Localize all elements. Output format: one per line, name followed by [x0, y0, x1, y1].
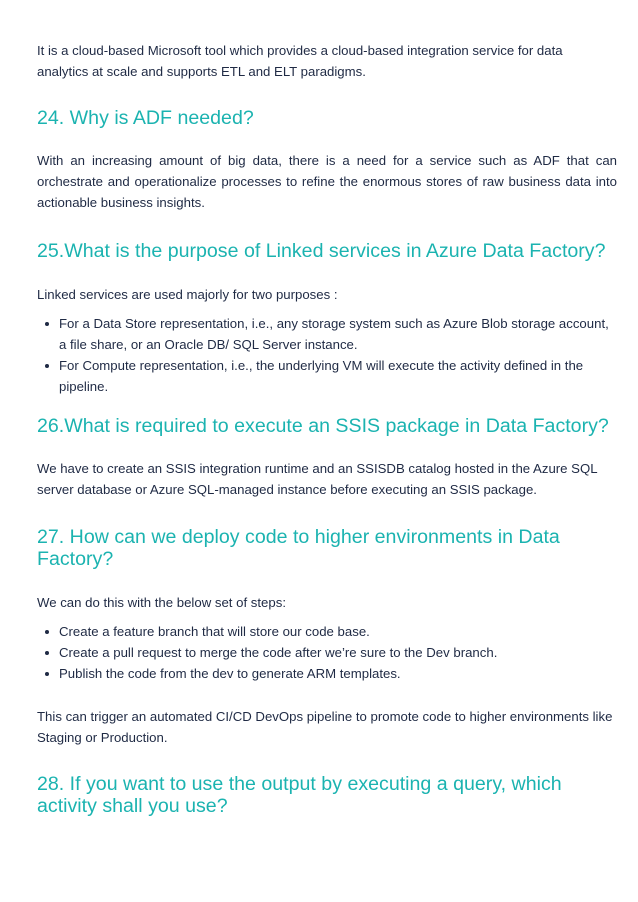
lead-q27: We can do this with the below set of steps:	[37, 595, 286, 610]
list-q27	[37, 621, 617, 684]
list-item: For Compute representation, i.e., the underlying VM will execute the activity defined in the pipeline.	[37, 355, 617, 397]
heading-q27: 27. How can we deploy code to higher environments in Data Factory?	[37, 526, 560, 570]
heading-q28: 28. If you want to use the output by executing a query, which activity shall you use?	[37, 773, 562, 817]
heading-q26: 26.What is required to execute an SSIS package in Data Factory?	[37, 415, 609, 437]
closing-q27: This can trigger an automated CI/CD DevOps pipeline to promote code to higher environments like Staging or Production.	[37, 709, 613, 745]
heading-q25: 25.What is the purpose of Linked services in Azure Data Factory?	[37, 240, 606, 262]
paragraph-q26: We have to create an SSIS integration runtime and an SSISDB catalog hosted in the Azure SQL server database or Azure SQL-managed instance before executing an SSIS package.	[37, 461, 598, 497]
list-item: Create a feature branch that will store our code base.	[37, 621, 617, 642]
list-item: For a Data Store representation, i.e., any storage system such as Azure Blob storage account, a file share, or an Oracle DB/ SQL Server instance.	[37, 313, 617, 355]
list-q25	[37, 313, 617, 397]
intro-paragraph: It is a cloud-based Microsoft tool which provides a cloud-based integration service for data analytics at scale and supports ETL and ELT paradigms.	[37, 43, 563, 79]
paragraph-q24: With an increasing amount of big data, there is a need for a service such as ADF that can orchestrate and operationalize processes to refine the enormous stores of raw business data into actionable business insights.	[37, 153, 617, 210]
list-item: Create a pull request to merge the code after we’re sure to the Dev branch.	[37, 642, 617, 663]
list-item: Publish the code from the dev to generate ARM templates.	[37, 663, 617, 684]
heading-q24: 24. Why is ADF needed?	[37, 107, 254, 129]
lead-q25: Linked services are used majorly for two purposes :	[37, 287, 338, 302]
